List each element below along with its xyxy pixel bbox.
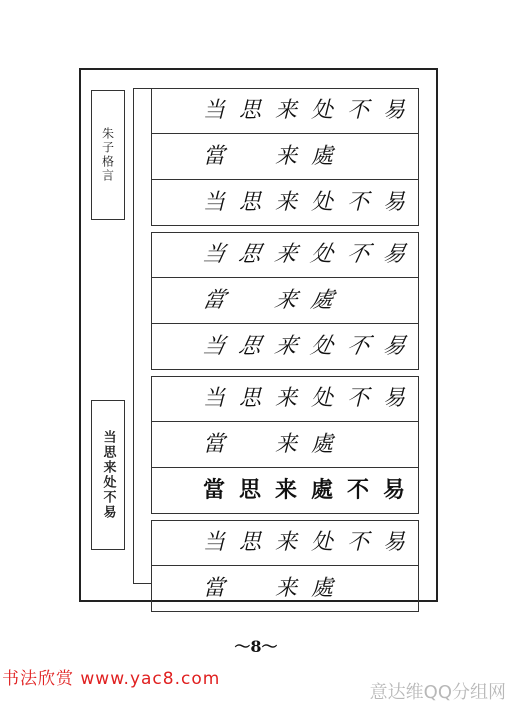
calligraphy-rows [151, 88, 419, 612]
glyph: 不 [346, 386, 369, 411]
page-number: ～8～ [234, 637, 278, 656]
glyph [232, 434, 268, 456]
glyph: 来 [274, 98, 297, 123]
glyph: 當 [202, 431, 225, 457]
glyph-group [196, 333, 412, 359]
glyph: 不 [344, 333, 372, 359]
glyph [374, 290, 415, 312]
glyph: 当 [202, 530, 225, 555]
glyph: 当 [202, 386, 225, 411]
glyph: 不 [344, 242, 372, 267]
glyph: 處 [310, 143, 333, 169]
glyph: 易 [380, 333, 408, 359]
glyph-group [196, 431, 412, 457]
glyph-group [196, 244, 412, 266]
title-label-box [91, 90, 125, 220]
glyph: 思 [238, 530, 261, 555]
glyph: 不 [346, 189, 369, 215]
calligraphy-row [151, 134, 419, 180]
glyph-group [196, 388, 412, 410]
glyph [376, 146, 412, 168]
glyph: 處 [308, 287, 336, 313]
glyph-group [196, 477, 412, 503]
glyph: 不 [346, 530, 369, 555]
glyph: 来 [272, 333, 300, 359]
glyph: 处 [310, 530, 333, 555]
glyph-group [196, 532, 412, 554]
glyph: 处 [308, 333, 336, 359]
glyph: 处 [308, 242, 336, 267]
glyph: 當 [202, 143, 225, 169]
glyph-group [196, 143, 412, 169]
glyph: 易 [382, 98, 405, 123]
calligraphy-row [151, 468, 419, 514]
glyph: 思 [238, 386, 261, 411]
phrase-label-box [91, 400, 125, 550]
glyph-group [196, 189, 412, 215]
glyph: 思 [236, 333, 264, 359]
calligraphy-row [151, 376, 419, 422]
calligraphy-row [151, 422, 419, 468]
glyph: 来 [272, 287, 300, 313]
calligraphy-row [151, 180, 419, 226]
glyph: 易 [380, 242, 408, 267]
glyph: 处 [310, 386, 333, 411]
glyph: 来 [272, 242, 300, 267]
glyph: 當 [200, 287, 228, 313]
glyph: 来 [274, 431, 297, 457]
glyph: 處 [310, 575, 333, 601]
glyph: 思 [236, 242, 264, 267]
glyph: 易 [382, 477, 405, 503]
glyph: 处 [310, 189, 333, 215]
calligraphy-row [151, 232, 419, 278]
glyph: 当 [202, 98, 225, 123]
watermark-right: 意达维QQ分组网 [369, 682, 506, 703]
glyph: 来 [274, 143, 297, 169]
glyph: 来 [274, 530, 297, 555]
glyph [338, 290, 379, 312]
glyph [340, 146, 376, 168]
glyph-group [196, 575, 412, 601]
glyph: 当 [200, 242, 228, 267]
watermark-left: 书法欣赏 www.yac8.com [2, 669, 221, 689]
glyph: 易 [382, 386, 405, 411]
glyph: 易 [382, 189, 405, 215]
glyph [230, 290, 271, 312]
glyph: 當 [202, 575, 225, 601]
title-label: 朱子格言 [100, 127, 115, 183]
glyph-group [196, 100, 412, 122]
glyph: 来 [274, 189, 297, 215]
glyph [340, 434, 376, 456]
glyph: 處 [310, 431, 333, 457]
page-frame [79, 68, 438, 602]
calligraphy-row [151, 88, 419, 134]
glyph: 来 [274, 575, 297, 601]
glyph: 思 [238, 98, 261, 123]
calligraphy-row [151, 278, 419, 324]
calligraphy-row [151, 324, 419, 370]
glyph [376, 578, 412, 600]
glyph: 不 [346, 477, 369, 503]
glyph [232, 578, 268, 600]
glyph: 思 [238, 189, 261, 215]
glyph: 来 [274, 477, 297, 503]
calligraphy-row [151, 520, 419, 566]
glyph-group [196, 287, 412, 313]
calligraphy-row [151, 566, 419, 612]
glyph: 来 [274, 386, 297, 411]
glyph: 当 [200, 333, 228, 359]
phrase-label: 当思来处不易 [100, 430, 116, 520]
glyph: 处 [310, 98, 333, 123]
glyph: 易 [382, 530, 405, 555]
glyph: 處 [310, 477, 333, 503]
glyph: 當 [202, 477, 225, 503]
glyph [376, 434, 412, 456]
glyph [340, 578, 376, 600]
glyph: 不 [346, 98, 369, 123]
glyph [232, 146, 268, 168]
glyph: 当 [202, 189, 225, 215]
glyph: 思 [238, 477, 261, 503]
inner-rule [133, 88, 151, 584]
